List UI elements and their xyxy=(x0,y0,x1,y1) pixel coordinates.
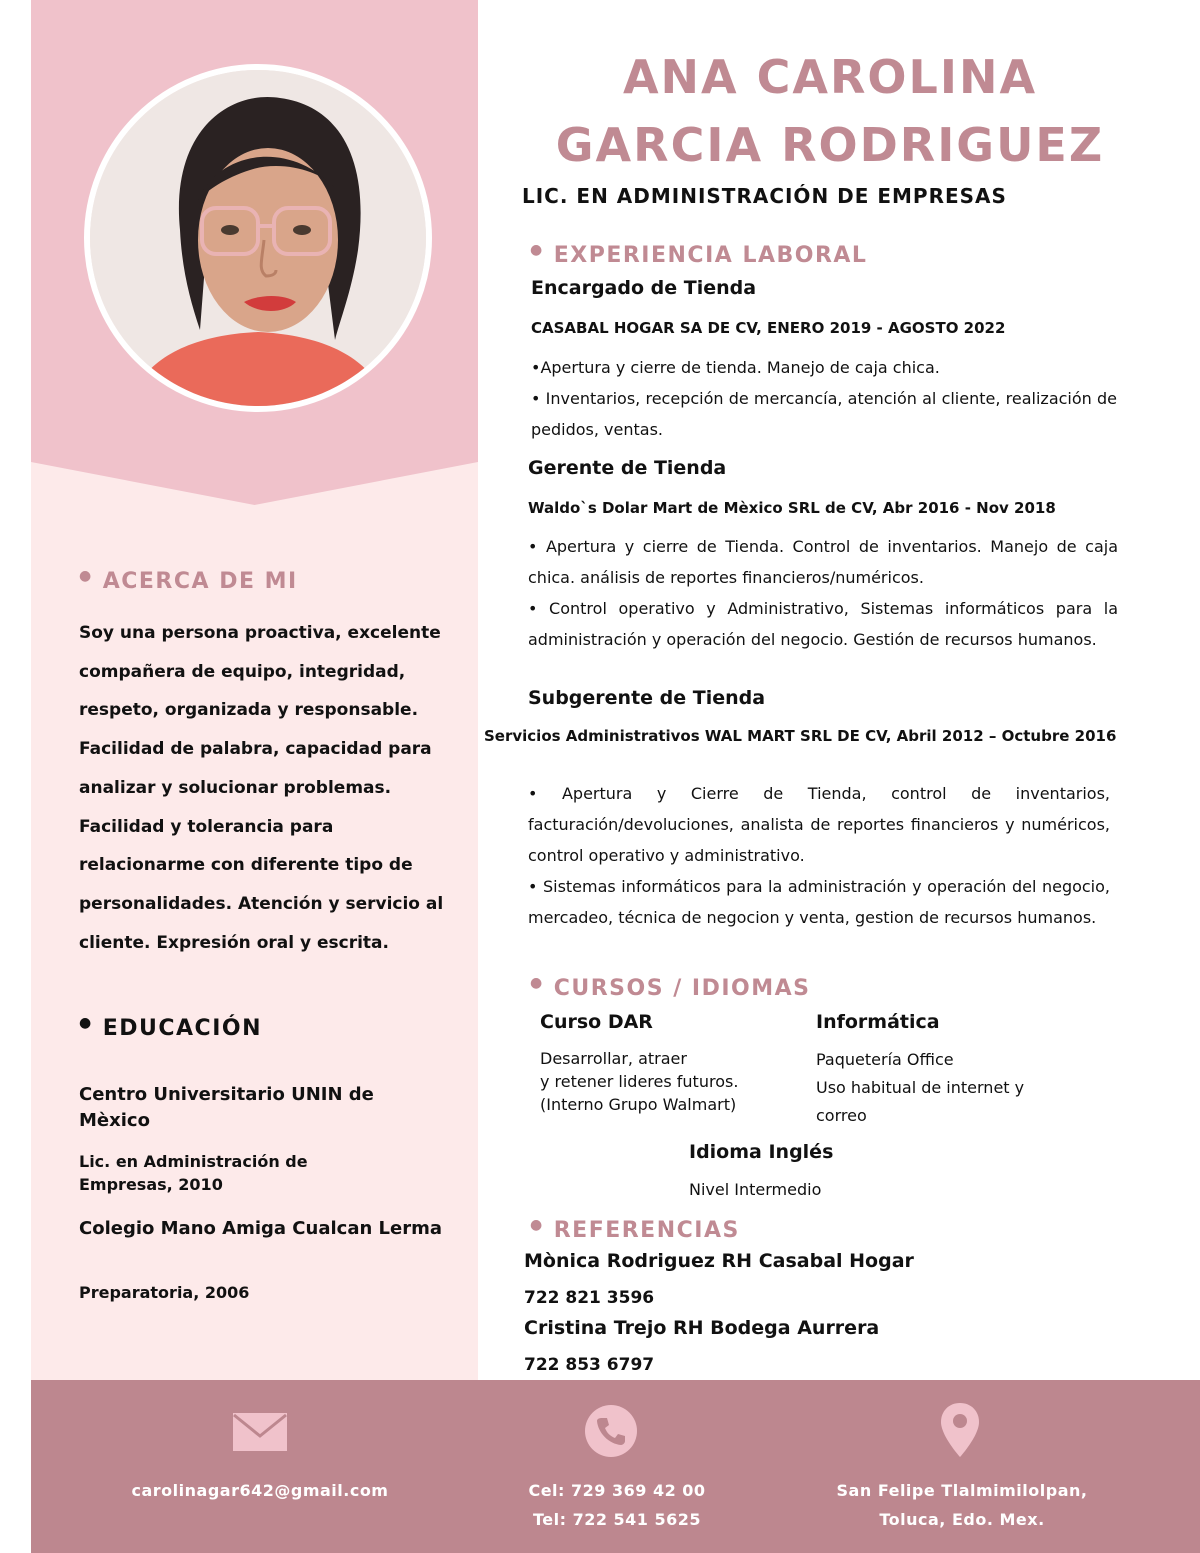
bullet-icon: ● xyxy=(530,242,544,258)
job-bullet: • Apertura y Cierre de Tienda, control de inventarios, facturación/devoluciones, analista de reportes financieros y numéricos, control operativo y administrativo. xyxy=(528,784,1110,865)
bullet-icon: ● xyxy=(79,568,93,584)
contact-tel: Tel: 722 541 5625 xyxy=(532,1510,702,1529)
name-second-line: GARCIA RODRIGUEZ xyxy=(555,118,1105,172)
education-heading: ● EDUCACIÓN xyxy=(79,1015,262,1041)
education-school: Colegio Mano Amiga Cualcan Lerma xyxy=(79,1218,442,1239)
job-bullet: • Control operativo y Administrativo, Sistemas informáticos para la administración y operación del negocio. Gestión de recursos humanos. xyxy=(528,599,1118,649)
courses-heading: ● CURSOS / IDIOMAS xyxy=(530,975,811,1001)
job-bullet: • Inventarios, recepción de mercancía, atención al cliente, realización de pedidos, ventas. xyxy=(531,389,1117,439)
reference-phone: 722 821 3596 xyxy=(524,1288,655,1308)
language-level: Nivel Intermedio xyxy=(689,1180,822,1199)
skill-line: Uso habitual de internet y xyxy=(816,1078,1025,1097)
bullet-icon: ● xyxy=(530,1217,544,1233)
skill-line: correo xyxy=(816,1106,867,1125)
course-title: Curso DAR xyxy=(540,1011,653,1033)
course-line: y retener lideres futuros. xyxy=(540,1072,739,1091)
about-text: Soy una persona proactiva, excelente compañera de equipo, integridad, respeto, organizada y responsable. Facilidad de palabra, capacidad para analizar y solucionar problemas. Facilidad y tolerancia para relacionarme con diferente tipo de personalidades. Atención y servicio al cliente. Expresión oral y escrita. xyxy=(79,623,444,953)
contact-email[interactable]: carolinagar642@gmail.com xyxy=(131,1481,389,1500)
contact-address: San Felipe Tlalmimilolpan, xyxy=(836,1481,1088,1500)
name-first-line: ANA CAROLINA xyxy=(622,50,1038,104)
profile-photo xyxy=(84,64,432,412)
education-detail: Preparatoria, 2006 xyxy=(79,1283,250,1302)
job-company: Servicios Administrativos WAL MART SRL DE CV, Abril 2012 – Octubre 2016 xyxy=(484,727,1117,745)
profession-title: LIC. EN ADMINISTRACIÓN DE EMPRESAS xyxy=(522,184,1007,208)
experience-heading: ● EXPERIENCIA LABORAL xyxy=(530,242,868,268)
location-icon xyxy=(940,1402,980,1462)
skill-title: Informática xyxy=(816,1011,940,1033)
phone-icon xyxy=(584,1404,638,1462)
reference-phone: 722 853 6797 xyxy=(524,1355,655,1375)
job-title: Gerente de Tienda xyxy=(528,457,727,479)
education-detail: Lic. en Administración de Empresas, 2010 xyxy=(79,1152,308,1194)
bullet-icon: ● xyxy=(79,1015,93,1031)
references-heading: ● REFERENCIAS xyxy=(530,1217,740,1243)
job-bullet: •Apertura y cierre de tienda. Manejo de caja chica. xyxy=(531,358,940,377)
skill-line: Paquetería Office xyxy=(816,1050,954,1069)
about-heading: ● ACERCA DE MI xyxy=(79,568,298,594)
language-title: Idioma Inglés xyxy=(689,1141,834,1163)
contact-cel: Cel: 729 369 42 00 xyxy=(528,1481,706,1500)
course-line: (Interno Grupo Walmart) xyxy=(540,1095,737,1114)
job-title: Encargado de Tienda xyxy=(531,277,757,299)
job-bullet: • Apertura y cierre de Tienda. Control de inventarios. Manejo de caja chica. análisis de reportes financieros/numéricos. xyxy=(528,537,1118,587)
job-company: CASABAL HOGAR SA DE CV, ENERO 2019 - AGOSTO 2022 xyxy=(531,319,1006,337)
job-title: Subgerente de Tienda xyxy=(528,687,766,709)
job-bullet: • Sistemas informáticos para la administración y operación del negocio, mercadeo, técnica de negocion y venta, gestion de recursos humanos. xyxy=(528,877,1110,927)
reference-name: Mònica Rodriguez RH Casabal Hogar xyxy=(524,1250,914,1272)
reference-name: Cristina Trejo RH Bodega Aurrera xyxy=(524,1317,880,1339)
job-company: Waldo`s Dolar Mart de Mèxico SRL de CV, Abr 2016 - Nov 2018 xyxy=(528,499,1056,517)
education-school: Centro Universitario UNIN de Mèxico xyxy=(79,1084,374,1131)
email-icon xyxy=(232,1412,288,1456)
bullet-icon: ● xyxy=(530,975,544,991)
course-line: Desarrollar, atraer xyxy=(540,1049,687,1068)
contact-address: Toluca, Edo. Mex. xyxy=(879,1510,1045,1529)
